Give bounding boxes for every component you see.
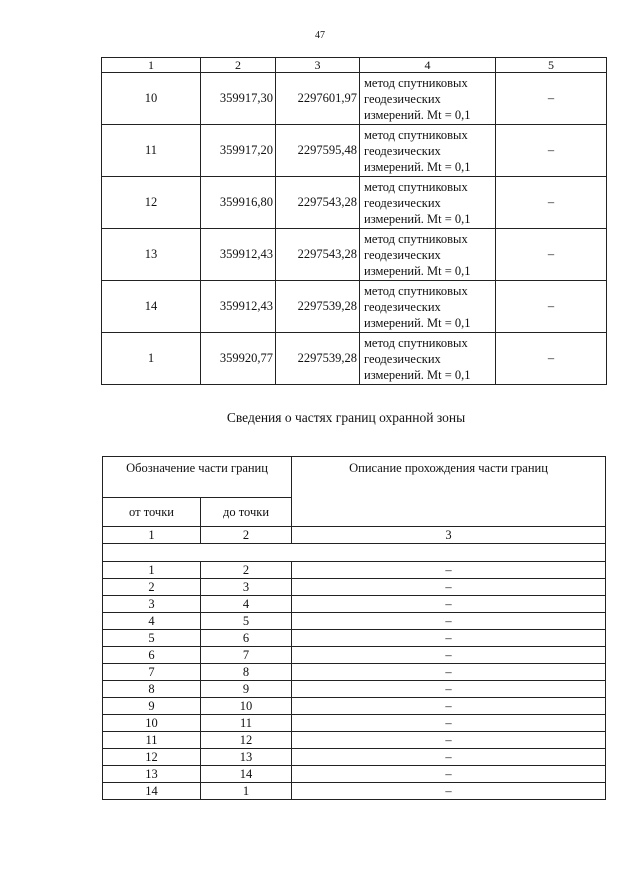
coordinates-header-row xyxy=(102,58,607,73)
description-cell: – xyxy=(292,681,606,698)
y-coordinate-cell: 2297595,48 xyxy=(276,125,360,177)
note-cell: – xyxy=(496,229,607,281)
method-line: метод спутниковых xyxy=(364,283,468,298)
note-cell: – xyxy=(496,125,607,177)
x-coordinate-cell: 359912,43 xyxy=(201,229,276,281)
description-cell: – xyxy=(292,783,606,800)
boundary-row xyxy=(103,783,606,800)
point-number-cell: 13 xyxy=(102,229,201,281)
point-number-cell: 10 xyxy=(102,73,201,125)
coordinate-row xyxy=(102,281,607,333)
coordinate-row xyxy=(102,125,607,177)
boundary-row xyxy=(103,647,606,664)
coordinate-row xyxy=(102,73,607,125)
from-point-cell: 3 xyxy=(103,596,201,613)
note-cell: – xyxy=(496,333,607,385)
column-number-header: 1 xyxy=(103,527,201,544)
from-point-cell: 5 xyxy=(103,630,201,647)
x-coordinate-cell: 359920,77 xyxy=(201,333,276,385)
boundary-row xyxy=(103,630,606,647)
to-point-cell: 1 xyxy=(201,783,292,800)
boundary-row xyxy=(103,613,606,630)
description-cell: – xyxy=(292,613,606,630)
description-cell: – xyxy=(292,647,606,664)
boundary-parts-table xyxy=(102,456,606,800)
description-cell: – xyxy=(292,715,606,732)
method-line: измерений. Mt = 0,1 xyxy=(364,263,471,278)
note-cell: – xyxy=(496,73,607,125)
from-point-cell: 10 xyxy=(103,715,201,732)
blank-row xyxy=(103,544,606,562)
to-point-cell: 8 xyxy=(201,664,292,681)
description-cell: – xyxy=(292,562,606,579)
to-point-cell: 12 xyxy=(201,732,292,749)
method-cell xyxy=(360,229,496,281)
boundary-row xyxy=(103,681,606,698)
y-coordinate-cell: 2297539,28 xyxy=(276,281,360,333)
x-coordinate-cell: 359917,20 xyxy=(201,125,276,177)
boundary-column-number-row xyxy=(103,527,606,544)
method-line: измерений. Mt = 0,1 xyxy=(364,107,471,122)
description-cell: – xyxy=(292,579,606,596)
to-point-cell: 10 xyxy=(201,698,292,715)
method-cell xyxy=(360,177,496,229)
boundary-group-header: Обозначение части границ xyxy=(103,457,292,498)
from-point-cell: 4 xyxy=(103,613,201,630)
method-line: метод спутниковых xyxy=(364,179,468,194)
from-point-cell: 8 xyxy=(103,681,201,698)
description-cell: – xyxy=(292,766,606,783)
method-line: геодезических xyxy=(364,299,441,314)
coordinate-row xyxy=(102,229,607,281)
y-coordinate-cell: 2297543,28 xyxy=(276,229,360,281)
method-line: геодезических xyxy=(364,351,441,366)
to-point-cell: 13 xyxy=(201,749,292,766)
boundary-row xyxy=(103,579,606,596)
boundary-row xyxy=(103,749,606,766)
description-cell: – xyxy=(292,698,606,715)
from-point-header: от точки xyxy=(103,498,201,527)
boundary-row xyxy=(103,732,606,749)
method-line: геодезических xyxy=(364,195,441,210)
column-number-header: 2 xyxy=(201,527,292,544)
boundary-row xyxy=(103,715,606,732)
method-line: геодезических xyxy=(364,91,441,106)
y-coordinate-cell: 2297601,97 xyxy=(276,73,360,125)
method-cell xyxy=(360,73,496,125)
section-title: Сведения о частях границ охранной зоны xyxy=(226,410,466,425)
from-point-cell: 14 xyxy=(103,783,201,800)
to-point-cell: 6 xyxy=(201,630,292,647)
method-line: метод спутниковых xyxy=(364,127,468,142)
method-line: метод спутниковых xyxy=(364,335,468,350)
method-line: геодезических xyxy=(364,143,441,158)
x-coordinate-cell: 359917,30 xyxy=(201,73,276,125)
point-number-cell: 1 xyxy=(102,333,201,385)
boundary-description-header: Описание прохождения части границ xyxy=(292,457,606,527)
from-point-cell: 9 xyxy=(103,698,201,715)
to-point-cell: 9 xyxy=(201,681,292,698)
method-line: метод спутниковых xyxy=(364,231,468,246)
to-point-cell: 4 xyxy=(201,596,292,613)
y-coordinate-cell: 2297543,28 xyxy=(276,177,360,229)
boundary-row xyxy=(103,596,606,613)
page-number: 47 xyxy=(315,30,325,41)
coordinate-row xyxy=(102,333,607,385)
from-point-cell: 1 xyxy=(103,562,201,579)
description-cell: – xyxy=(292,664,606,681)
y-coordinate-cell: 2297539,28 xyxy=(276,333,360,385)
from-point-cell: 7 xyxy=(103,664,201,681)
method-line: геодезических xyxy=(364,247,441,262)
boundary-row xyxy=(103,664,606,681)
column-number-header: 3 xyxy=(292,527,606,544)
method-line: измерений. Mt = 0,1 xyxy=(364,211,471,226)
note-cell: – xyxy=(496,281,607,333)
method-cell xyxy=(360,125,496,177)
to-point-cell: 5 xyxy=(201,613,292,630)
method-line: измерений. Mt = 0,1 xyxy=(364,367,471,382)
to-point-cell: 2 xyxy=(201,562,292,579)
column-number-header: 3 xyxy=(276,58,360,73)
method-line: метод спутниковых xyxy=(364,75,468,90)
to-point-cell: 11 xyxy=(201,715,292,732)
to-point-cell: 14 xyxy=(201,766,292,783)
method-line: измерений. Mt = 0,1 xyxy=(364,315,471,330)
description-cell: – xyxy=(292,630,606,647)
column-number-header: 4 xyxy=(360,58,496,73)
point-number-cell: 12 xyxy=(102,177,201,229)
boundary-row xyxy=(103,766,606,783)
point-number-cell: 11 xyxy=(102,125,201,177)
boundary-header-row xyxy=(103,457,606,498)
description-cell: – xyxy=(292,596,606,613)
x-coordinate-cell: 359916,80 xyxy=(201,177,276,229)
boundary-row xyxy=(103,562,606,579)
coordinates-table xyxy=(101,57,607,385)
column-number-header: 2 xyxy=(201,58,276,73)
note-cell: – xyxy=(496,177,607,229)
point-number-cell: 14 xyxy=(102,281,201,333)
to-point-header: до точки xyxy=(201,498,292,527)
method-line: измерений. Mt = 0,1 xyxy=(364,159,471,174)
description-cell: – xyxy=(292,749,606,766)
to-point-cell: 3 xyxy=(201,579,292,596)
from-point-cell: 12 xyxy=(103,749,201,766)
method-cell xyxy=(360,281,496,333)
x-coordinate-cell: 359912,43 xyxy=(201,281,276,333)
blank-cell xyxy=(103,544,606,562)
from-point-cell: 6 xyxy=(103,647,201,664)
coordinate-row xyxy=(102,177,607,229)
from-point-cell: 11 xyxy=(103,732,201,749)
boundary-row xyxy=(103,698,606,715)
from-point-cell: 13 xyxy=(103,766,201,783)
description-cell: – xyxy=(292,732,606,749)
column-number-header: 5 xyxy=(496,58,607,73)
from-point-cell: 2 xyxy=(103,579,201,596)
method-cell xyxy=(360,333,496,385)
column-number-header: 1 xyxy=(102,58,201,73)
to-point-cell: 7 xyxy=(201,647,292,664)
